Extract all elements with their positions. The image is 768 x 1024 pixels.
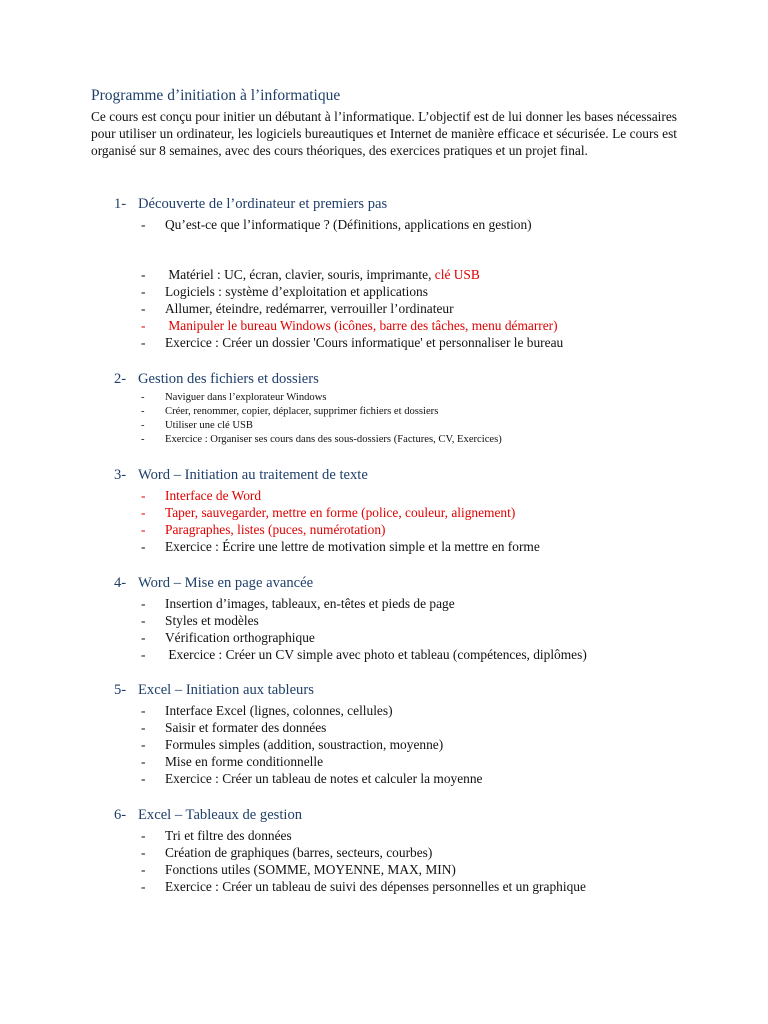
section-heading [114, 807, 302, 824]
list-dash: - [141, 720, 146, 735]
list-item-text: Allumer, éteindre, redémarrer, verrouiller l’ordinateur [165, 301, 454, 316]
list-item-text: Insertion d’images, tableaux, en-têtes et pieds de page [165, 596, 455, 611]
list-dash: - [141, 630, 146, 645]
list-item-text: Utiliser une clé USB [165, 420, 253, 431]
list-item-text: Fonctions utiles (SOMME, MOYENNE, MAX, MIN) [165, 862, 456, 877]
list-dash: - [141, 217, 146, 232]
list-dash: - [141, 703, 146, 718]
list-dash: - [141, 754, 146, 769]
list-dash: - [141, 771, 146, 786]
list-dash: - [141, 488, 146, 503]
list-item-text: Exercice : Organiser ses cours dans des sous-dossiers (Factures, CV, Exercices) [165, 434, 502, 445]
intro-paragraph: Ce cours est conçu pour initier un débutant à l’informatique. L’objectif est de lui donner les bases nécessaires pour utiliser un ordinateur, les logiciels bureautiques et Internet de manière efficace et sécurisée. Le cours est organisé sur 8 semaines, avec des cours théoriques, des exercices pratiques et un projet final. [91, 109, 677, 159]
list-dash: - [141, 318, 146, 333]
section-number: 2- [114, 371, 127, 387]
list-item-text: Paragraphes, listes (puces, numérotation) [165, 522, 386, 537]
section-number: 6- [114, 807, 127, 823]
section-heading [114, 575, 313, 592]
list-item-text: Exercice : Créer un CV simple avec photo et tableau (compétences, diplômes) [165, 647, 587, 662]
list-dash: - [141, 335, 146, 350]
list-dash: - [141, 539, 146, 554]
section-title: Excel – Tableaux de gestion [138, 807, 303, 823]
list-dash: - [141, 301, 146, 316]
section-number: 3- [114, 467, 127, 483]
section-title: Word – Mise en page avancée [138, 575, 314, 591]
list-item-text: Styles et modèles [165, 613, 259, 628]
list-dash: - [141, 879, 146, 894]
list-dash: - [141, 406, 145, 417]
list-dash: - [141, 522, 146, 537]
document-title: Programme d’initiation à l’informatique [91, 87, 341, 104]
list-item-text: Vérification orthographique [165, 630, 315, 645]
list-dash: - [141, 392, 145, 403]
list-dash: - [141, 596, 146, 611]
list-dash: - [141, 284, 146, 299]
list-item-text-highlight: clé USB [434, 267, 480, 282]
section-title: Gestion des fichiers et dossiers [138, 371, 319, 387]
list-item-text: Logiciels : système d’exploitation et applications [165, 284, 428, 299]
list-dash: - [141, 420, 145, 431]
section-number: 5- [114, 682, 127, 698]
list-item-text: Formules simples (addition, soustraction, moyenne) [165, 737, 444, 752]
section-heading [114, 196, 387, 213]
list-dash: - [141, 737, 146, 752]
list-dash: - [141, 828, 146, 843]
section-heading [114, 682, 314, 699]
section-heading [114, 371, 319, 388]
list-item-text: Interface Excel (lignes, colonnes, cellules) [165, 703, 393, 718]
section-title: Découverte de l’ordinateur et premiers pas [138, 196, 388, 212]
section-number: 1- [114, 196, 127, 212]
list-item-text: Saisir et formater des données [165, 720, 327, 735]
list-dash: - [141, 613, 146, 628]
list-item-text: Naviguer dans l’explorateur Windows [165, 392, 327, 403]
list-dash: - [141, 434, 145, 445]
list-dash: - [141, 845, 146, 860]
list-dash: - [141, 267, 146, 282]
list-item-text: Exercice : Écrire une lettre de motivation simple et la mettre en forme [165, 539, 540, 554]
list-item-text: Interface de Word [165, 488, 262, 503]
list-item-text: Créer, renommer, copier, déplacer, supprimer fichiers et dossiers [165, 406, 439, 417]
list-item-text: Création de graphiques (barres, secteurs, courbes) [165, 845, 433, 860]
list-item-text: Tri et filtre des données [165, 828, 292, 843]
list-dash: - [141, 647, 146, 662]
list-dash: - [141, 505, 146, 520]
list-item-text: Manipuler le bureau Windows (icônes, barre des tâches, menu démarrer) [165, 318, 558, 333]
section-number: 4- [114, 575, 127, 591]
list-item-text-main: Matériel : UC, écran, clavier, souris, imprimante, [165, 267, 435, 282]
list-item-text: Taper, sauvegarder, mettre en forme (police, couleur, alignement) [165, 505, 516, 520]
list-item-text [165, 267, 480, 283]
section-heading [114, 467, 368, 484]
list-item-text: Mise en forme conditionnelle [165, 754, 324, 769]
section-title: Word – Initiation au traitement de texte [138, 467, 368, 483]
list-item-text: Exercice : Créer un dossier 'Cours informatique' et personnaliser le bureau [165, 335, 564, 350]
list-dash: - [141, 862, 146, 877]
list-item-text: Qu’est-ce que l’informatique ? (Définitions, applications en gestion) [165, 217, 532, 232]
section-title: Excel – Initiation aux tableurs [138, 682, 314, 698]
list-item-text: Exercice : Créer un tableau de notes et calculer la moyenne [165, 771, 483, 786]
list-item-text: Exercice : Créer un tableau de suivi des dépenses personnelles et un graphique [165, 879, 586, 894]
